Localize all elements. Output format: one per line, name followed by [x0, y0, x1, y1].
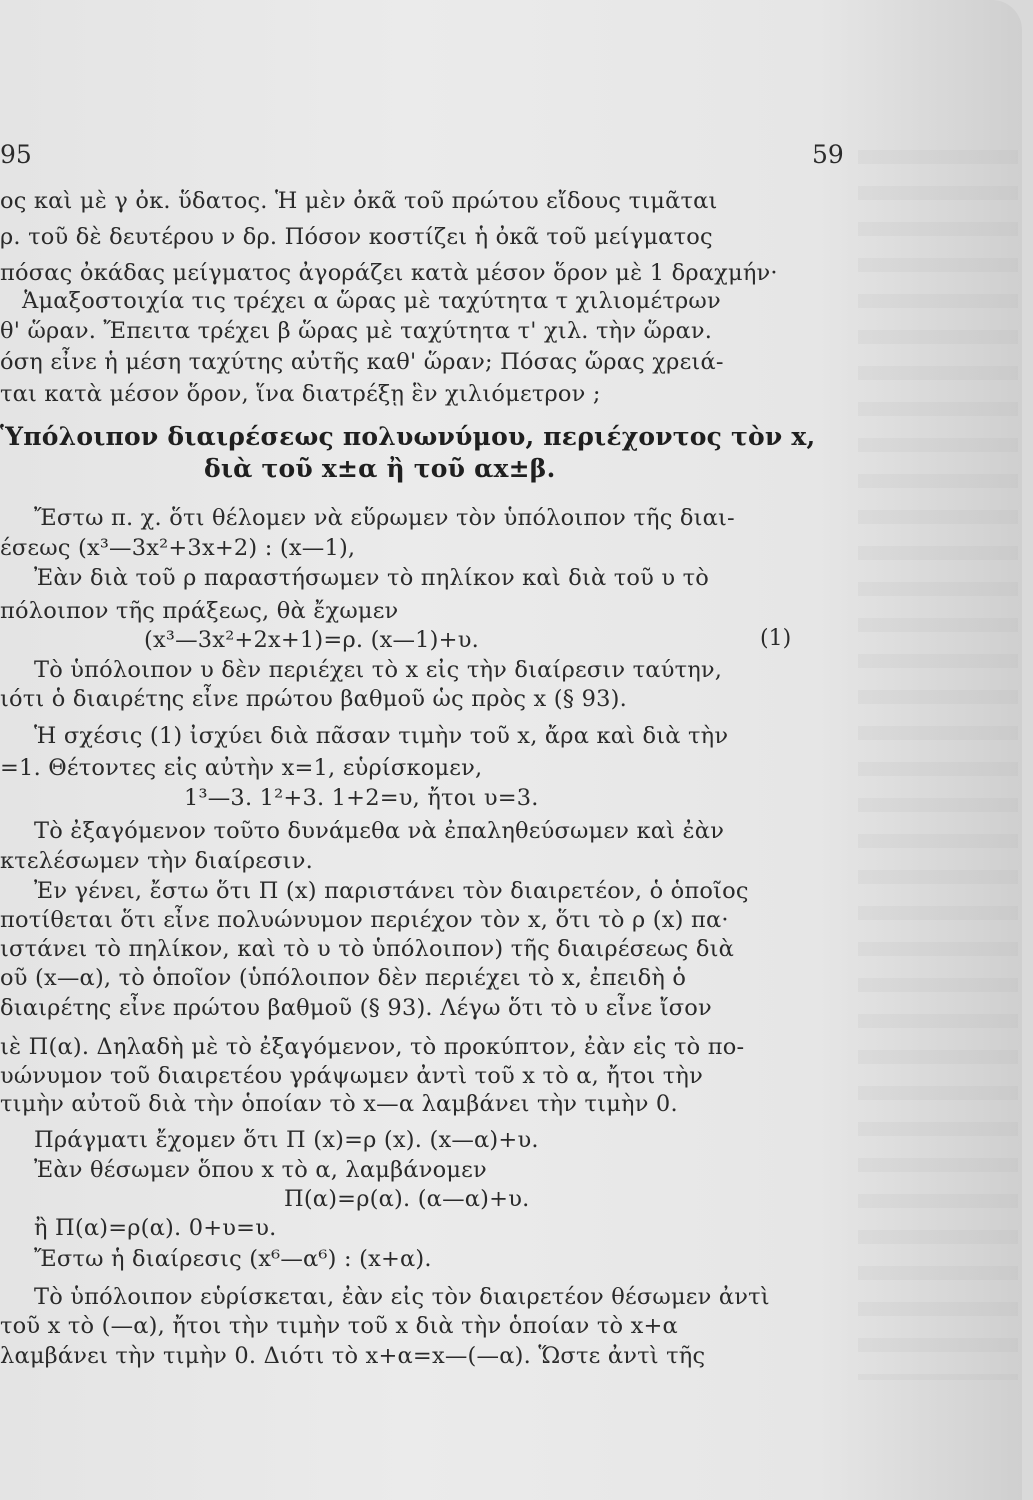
text-line: τοῦ x τὸ (—α), ἤτοι τὴν τιμὴν τοῦ x διὰ τὴν ὁποίαν τὸ x+α	[0, 1313, 678, 1339]
text-line: λαμβάνει τὴν τιμὴν 0. Διότι τὸ x+α=x—(—α). Ὥστε ἀντὶ τῆς	[0, 1343, 706, 1369]
text-line: Ἐν γένει, ἔστω ὅτι Π (x) παριστάνει τὸν διαιρετέον, ὁ ὁποῖος	[34, 878, 749, 904]
text-line: ιὲ Π(α). Δηλαδὴ μὲ τὸ ἐξαγόμενον, τὸ προκύπτον, ἐὰν εἰς τὸ πο-	[0, 1034, 745, 1060]
text-line: πόλοιπον τῆς πράξεως, θὰ ἔχωμεν	[0, 598, 399, 624]
page-number: 59	[812, 140, 844, 169]
text-line: τιμὴν αὐτοῦ διὰ τὴν ὁποίαν τὸ x—α λαμβάνει τὴν τιμὴν 0.	[0, 1091, 678, 1117]
text-line: Τὸ ὑπόλοιπον υ δὲν περιέχει τὸ x εἰς τὴν διαίρεσιν ταύτην,	[34, 657, 723, 683]
text-line: πόσας ὀκάδας μείγματος ἀγοράζει κατὰ μέσον ὅρον μὲ 1 δραχμήν·	[0, 260, 778, 286]
equation: ἢ Π(α)=ρ(α). 0+υ=υ.	[34, 1215, 277, 1241]
text-line: Ἔστω ἡ διαίρεσις (x⁶—α⁶) : (x+α).	[34, 1246, 432, 1272]
equation: (x³—3x²+2x+1)=ρ. (x—1)+υ.	[144, 627, 479, 653]
text-line: Ἐὰν διὰ τοῦ ρ παραστήσωμεν τὸ πηλίκον καὶ διὰ τοῦ υ τὸ	[34, 565, 709, 591]
text-line: ος καὶ μὲ γ ὀκ. ὕδατος. Ἡ μὲν ὀκᾶ τοῦ πρώτου εἴδους τιμᾶται	[0, 188, 718, 214]
equation: Π(α)=ρ(α). (α—α)+υ.	[284, 1186, 530, 1212]
text-line: Ἔστω π. χ. ὅτι θέλομεν νὰ εὕρωμεν τὸν ὑπόλοιπον τῆς διαι-	[34, 505, 735, 531]
text-line: ιστάνει τὸ πηλίκον, καὶ τὸ υ τὸ ὑπόλοιπον) τῆς διαιρέσεως διὰ	[0, 936, 734, 962]
equation-number: (1)	[760, 626, 792, 651]
section-heading-sub: διὰ τοῦ x±α ἢ τοῦ αx±β.	[204, 454, 556, 483]
text-line: Ἐὰν θέσωμεν ὅπου x τὸ α, λαμβάνομεν	[34, 1157, 487, 1183]
text-line: ποτίθεται ὅτι εἶνε πολυώνυμον περιέχον τὸν x, ὅτι τὸ ρ (x) πα·	[0, 907, 729, 933]
previous-page-number: 95	[0, 140, 32, 169]
text-line: θ' ὥραν. Ἔπειτα τρέχει β ὥρας μὲ ταχύτητα τ' χιλ. τὴν ὥραν.	[0, 318, 713, 344]
section-heading: Ὑπόλοιπον διαιρέσεως πολυωνύμου, περιέχοντος τὸν x,	[0, 422, 816, 451]
text-line: οῦ (x—α), τὸ ὁποῖον (ὑπόλοιπον δὲν περιέχει τὸ x, ἐπειδὴ ὁ	[0, 965, 687, 991]
text-line: όση εἶνε ἡ μέση ταχύτης αὐτῆς καθ' ὥραν; Πόσας ὥρας χρειά-	[0, 349, 724, 375]
text-line: ρ. τοῦ δὲ δευτέρου ν δρ. Πόσον κοστίζει ἡ ὀκᾶ τοῦ μείγματος	[0, 224, 713, 250]
text-line: ται κατὰ μέσον ὅρον, ἵνα διατρέξῃ ἓν χιλιόμετρον ;	[0, 381, 601, 407]
text-line: Πράγματι ἔχομεν ὅτι Π (x)=ρ (x). (x—α)+υ.	[34, 1127, 539, 1153]
text-line: Τὸ ὑπόλοιπον εὑρίσκεται, ἐὰν εἰς τὸν διαιρετέον θέσωμεν ἀντὶ	[34, 1284, 770, 1310]
text-line: Τὸ ἐξαγόμενον τοῦτο δυνάμεθα νὰ ἐπαληθεύσωμεν καὶ ἐὰν	[34, 818, 725, 844]
text-line: υώνυμον τοῦ διαιρετέου γράψωμεν ἀντὶ τοῦ x τὸ α, ἤτοι τὴν	[0, 1063, 703, 1089]
text-line: Ἁμαξοστοιχία τις τρέχει α ὥρας μὲ ταχύτητα τ χιλιομέτρων	[22, 288, 721, 314]
text-line: έσεως (x³—3x²+3x+2) : (x—1),	[0, 535, 356, 561]
text-line: διαιρέτης εἶνε πρώτου βαθμοῦ (§ 93). Λέγω ὅτι τὸ υ εἶνε ἴσον	[0, 995, 712, 1021]
equation: 1³—3. 1²+3. 1+2=υ, ἤτοι υ=3.	[184, 785, 539, 811]
text-line: =1. Θέτοντες εἰς αὐτὴν x=1, εὑρίσκομεν,	[0, 755, 483, 781]
text-line: ιότι ὁ διαιρέτης εἶνε πρώτου βαθμοῦ ὡς πρὸς x (§ 93).	[0, 686, 627, 712]
text-line: Ἡ σχέσις (1) ἰσχύει διὰ πᾶσαν τιμὴν τοῦ x, ἄρα καὶ διὰ τὴν	[34, 723, 729, 749]
text-line: κτελέσωμεν τὴν διαίρεσιν.	[0, 848, 313, 874]
